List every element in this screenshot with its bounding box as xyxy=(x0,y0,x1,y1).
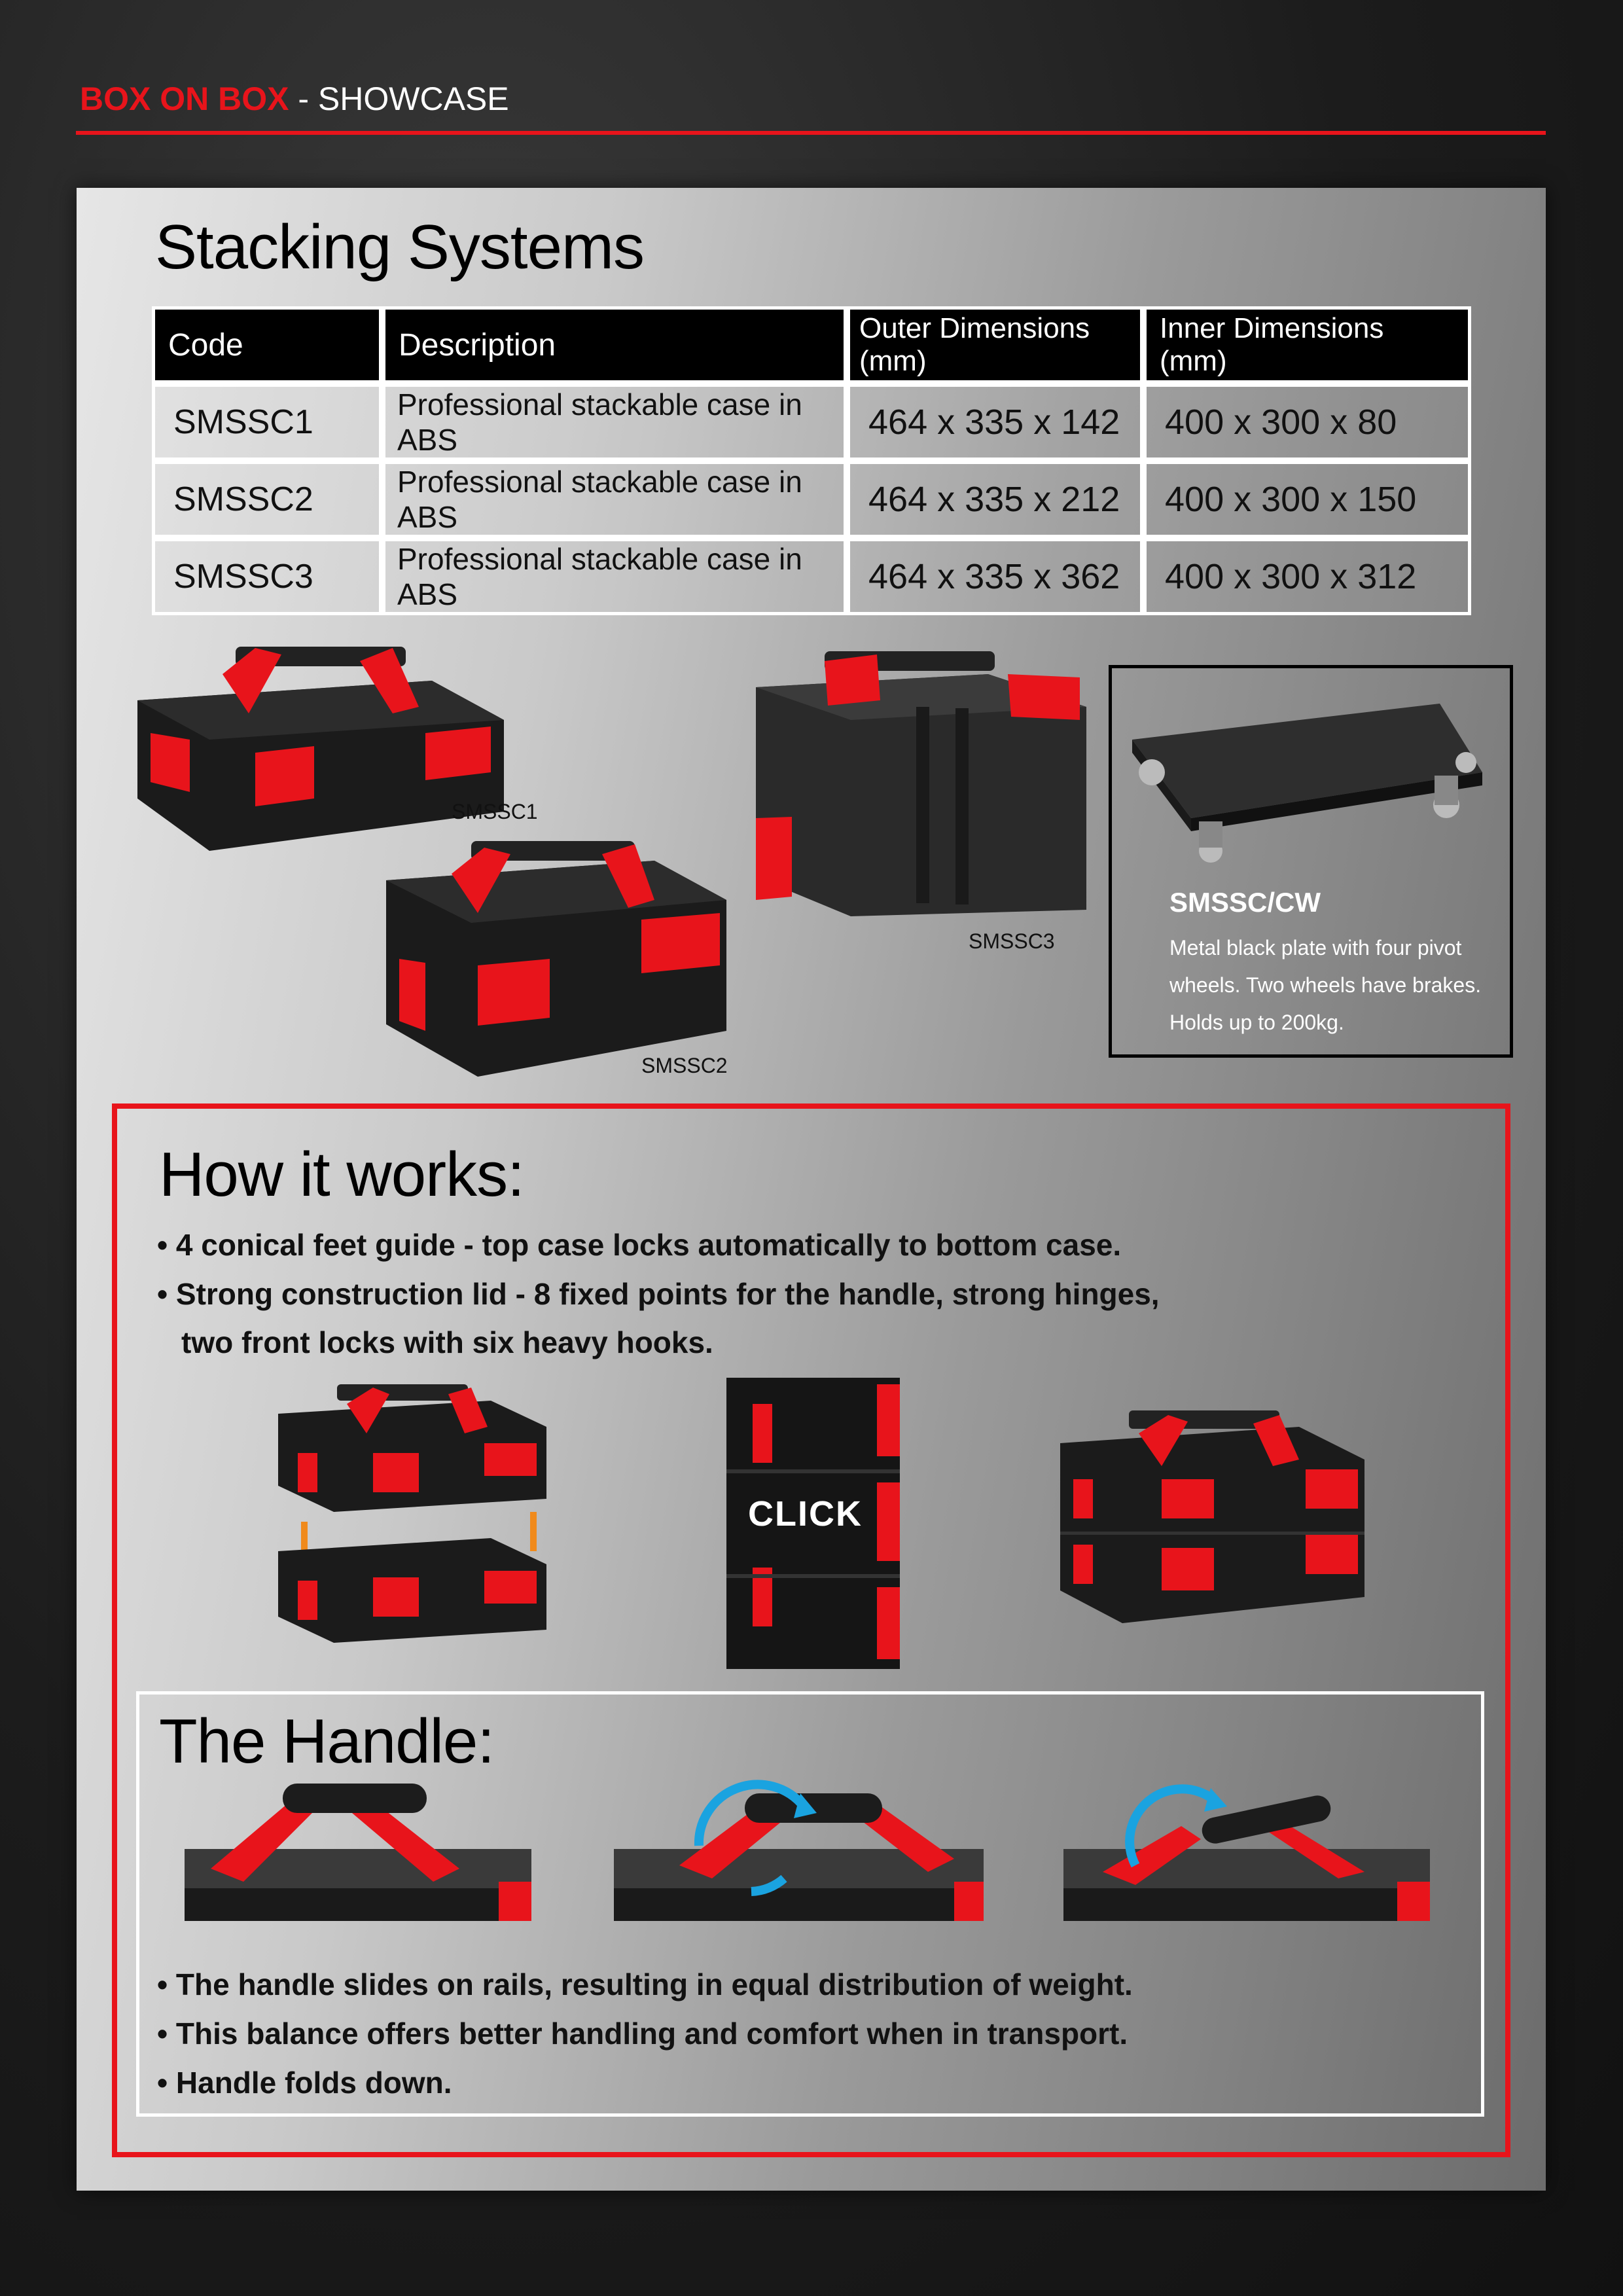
stacking-step-separated-image xyxy=(275,1381,556,1656)
stacking-step-locked-image xyxy=(1057,1407,1371,1643)
table-row xyxy=(152,461,1471,538)
table-cell: SMSSC3 xyxy=(152,538,382,615)
case-smssc2-image xyxy=(380,834,733,1083)
column-header: Description xyxy=(382,306,847,384)
handle-title: The Handle: xyxy=(159,1706,494,1776)
handle-fold-image xyxy=(1063,1767,1430,1921)
brand-name: BOX ON BOX xyxy=(80,81,289,117)
handle-bullet: • The handle slides on rails, resulting in equal distribution of weight. xyxy=(157,1967,1133,2001)
handle-slide-image xyxy=(614,1767,984,1921)
product-label-smssc3: SMSSC3 xyxy=(969,929,1055,953)
page-header xyxy=(80,80,509,118)
table-cell: SMSSC1 xyxy=(152,384,382,461)
caster-plate-image xyxy=(1126,694,1492,864)
product-label-smssc1: SMSSC1 xyxy=(452,800,538,823)
column-header: Inner Dimensions (mm) xyxy=(1143,306,1471,384)
header-divider xyxy=(76,131,1546,135)
table-cell: SMSSC2 xyxy=(152,461,382,538)
table-cell: Professional stackable case in ABS xyxy=(382,461,847,538)
table-cell: Professional stackable case in ABS xyxy=(382,384,847,461)
click-label: CLICK xyxy=(748,1494,863,1534)
table-row xyxy=(152,538,1471,615)
table-cell: 400 x 300 x 312 xyxy=(1143,538,1471,615)
table-cell: 464 x 335 x 212 xyxy=(847,461,1143,538)
table-row xyxy=(152,384,1471,461)
table-header-row xyxy=(152,306,1471,384)
caster-desc-line: Metal black plate with four pivot xyxy=(1169,936,1462,960)
spec-table xyxy=(152,306,1471,615)
caster-desc-line: Holds up to 200kg. xyxy=(1169,1011,1344,1034)
how-bullet: • 4 conical feet guide - top case locks automatically to bottom case. xyxy=(157,1228,1122,1262)
table-cell: 400 x 300 x 80 xyxy=(1143,384,1471,461)
column-header: Code xyxy=(152,306,382,384)
table-cell: 464 x 335 x 142 xyxy=(847,384,1143,461)
handle-upright-image xyxy=(185,1770,531,1921)
table-cell: Professional stackable case in ABS xyxy=(382,538,847,615)
case-smssc3-image xyxy=(753,648,1093,923)
how-it-works-title: How it works: xyxy=(159,1139,524,1210)
how-bullet: • Strong construction lid - 8 fixed points for the handle, strong hinges, xyxy=(157,1277,1160,1311)
caster-title: SMSSC/CW xyxy=(1169,887,1321,918)
stacking-title: Stacking Systems xyxy=(155,212,644,282)
product-label-smssc2: SMSSC2 xyxy=(641,1054,728,1077)
case-smssc1-image xyxy=(124,635,517,864)
table-cell: 464 x 335 x 362 xyxy=(847,538,1143,615)
handle-bullet: • Handle folds down. xyxy=(157,2066,452,2100)
how-bullet: two front locks with six heavy hooks. xyxy=(181,1325,713,1359)
header-section: - SHOWCASE xyxy=(289,81,509,117)
table-cell: 400 x 300 x 150 xyxy=(1143,461,1471,538)
caster-desc-line: wheels. Two wheels have brakes. xyxy=(1169,973,1482,997)
handle-bullet: • This balance offers better handling and comfort when in transport. xyxy=(157,2017,1128,2051)
column-header: Outer Dimensions (mm) xyxy=(847,306,1143,384)
